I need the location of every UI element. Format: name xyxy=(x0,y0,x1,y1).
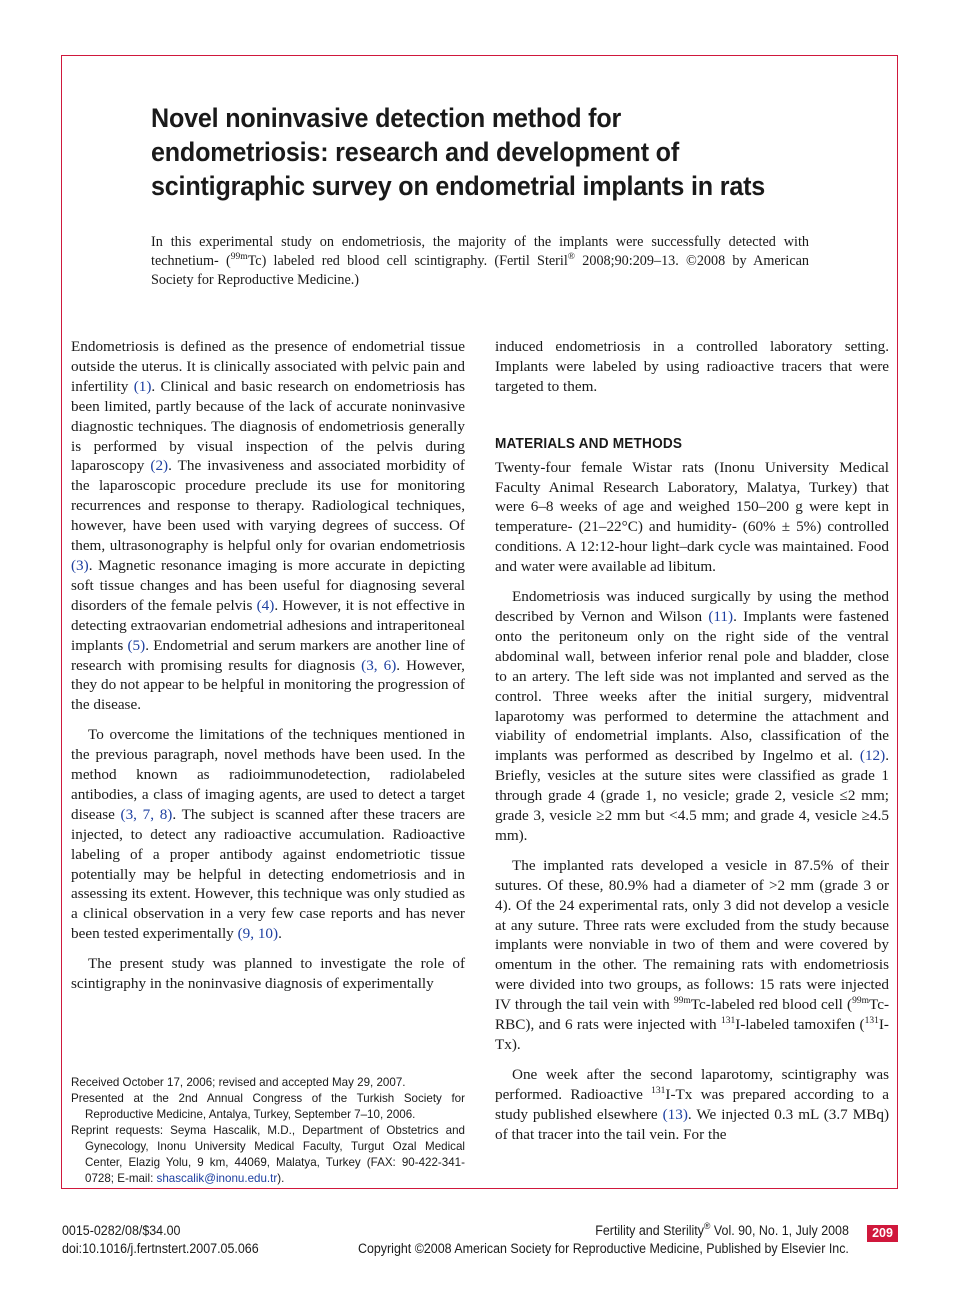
text: . Clinical and basic research on endometriosis has been limited, partly because of the lack of accurate noninvasive diagnostic techniques. The diagnosis of endometriosis generally is performed by visual inspection of the pelvis during laparoscopy xyxy=(71,377,465,475)
superscript: 131 xyxy=(651,1085,666,1096)
paragraph xyxy=(71,725,465,944)
journal-issue: Vol. 90, No. 1, July 2008 xyxy=(710,1223,849,1238)
citation-link[interactable]: (3, 6) xyxy=(361,656,397,674)
left-column xyxy=(71,337,465,994)
text: . Endometrial and serum markers are another line of research with promising results for diagnosis xyxy=(71,636,465,674)
superscript: 131 xyxy=(720,1016,736,1027)
citation-link[interactable]: (3) xyxy=(71,556,89,574)
abstract-text: 2008;90:209–13. ©2008 by American Society for Reproductive Medicine.) xyxy=(151,253,810,288)
citation-link[interactable]: (13) xyxy=(662,1105,688,1123)
text: . xyxy=(278,925,282,943)
citation-link[interactable]: (1) xyxy=(133,377,152,395)
abstract-text: Tc) labeled red blood cell scintigraphy. (Fertil Steril xyxy=(247,253,568,269)
footnote-received: Received October 17, 2006; revised and accepted May 29, 2007. xyxy=(71,1076,406,1089)
footnote-presented: Presented at the 2nd Annual Congress of the Turkish Society for Reproductive Medicine, Antalya, Turkey, September 7–10, 2006. xyxy=(71,1092,465,1121)
footnotes xyxy=(71,1075,465,1187)
paragraph xyxy=(71,337,465,715)
paragraph xyxy=(495,1065,889,1145)
superscript: 99m xyxy=(852,996,869,1007)
doi: doi:10.1016/j.fertnstert.2007.05.066 xyxy=(62,1241,259,1256)
text: . Briefly, vesicles at the suture sites were classified as grade 1 through grade 4 (grade 1, no vesicle; grade 2, vesicle ≤2 mm; grade 3, vesicle ≥2 mm but <4.5 mm; and grade 4, vesicle ≥4.5 mm). xyxy=(495,747,889,844)
text: Endometriosis was induced surgically by using the method described by Vernon and Wilson xyxy=(495,588,889,625)
copyright: Copyright ©2008 American Society for Reproductive Medicine, Published by Elsevier Inc. xyxy=(358,1241,849,1256)
title-line: endometriosis: research and development of xyxy=(151,137,680,167)
footer-journal xyxy=(358,1222,849,1258)
text: . However, it is not effective in detecting extraovarian endometrial adhesions and intraperitoneal implants xyxy=(71,596,465,654)
paragraph: The present study was planned to investigate the role of scintigraphy in the noninvasive diagnosis of experimentally xyxy=(71,955,465,993)
text: . However, they do not appear to be helpful in monitoring the progression of the disease. xyxy=(71,656,465,714)
text: One week after the second laparotomy, scintigraphy was performed. Radioactive xyxy=(495,1065,889,1103)
citation-link[interactable]: (5) xyxy=(127,636,146,654)
text: I-Tx). xyxy=(495,1016,889,1053)
citation-link[interactable]: (11) xyxy=(708,607,734,625)
paragraph: Twenty-four female Wistar rats (Inonu University Medical Faculty Animal Research Laboratory, Malatya, Turkey) that were 6–8 weeks of age and weighed 150–200 g were kept in temperature- (21–22°C) and humidity- (60% ± 5%) controlled conditions. A 12:12-hour light–dark cycle was maintained. Food and water were available ad libitum. xyxy=(495,458,889,576)
text: . The invasiveness and associated morbidity of the laparoscopic procedure preclude its use for monitoring recurrences and response to therapy. Radiological techniques, however, have been used with varying degrees of success. Of them, ultrasonography is helpful only for ovarian endometriosis xyxy=(71,457,465,555)
registered-mark: ® xyxy=(567,252,576,262)
section-heading: MATERIALS AND METHODS xyxy=(495,435,683,452)
text: Reprint requests: Seyma Hascalik, M.D., Department of Obstetrics and Gynecology, Inonu University Medical Faculty, Turgut Ozal Medical Center, Elazig Yolu, 9 km, 44069, Malatya, Turkey (FAX: 90-422-341-0728; E-mail: xyxy=(71,1124,465,1185)
text: I-labeled tamoxifen ( xyxy=(735,1016,865,1034)
text: Endometriosis is defined as the presence of endometrial tissue outside the uterus. It is clinically associated with pelvic pain and infertility xyxy=(71,338,465,395)
citation-link[interactable]: (3, 7, 8) xyxy=(120,805,173,823)
journal-name: Fertility and Sterility xyxy=(595,1223,705,1238)
text: The implanted rats developed a vesicle in 87.5% of their sutures. Of these, 80.9% had a diameter of >2 mm (grade 3 or 4). Of the 24 experimental rats, only 3 did not develop a vesicle at any suture. Three rats were excluded from the study because implants were nonviable in two of them and were covered by omentum in the other. The remaining rats with endometriosis were divided into two groups, as follows: 15 rats were injected IV through the tail vein with xyxy=(495,856,889,1014)
superscript: 131 xyxy=(864,1016,879,1027)
right-column xyxy=(495,337,889,1145)
text: I-Tx was prepared according to a study published elsewhere xyxy=(495,1085,889,1123)
text: Tc-RBC), and 6 rats were injected with xyxy=(495,996,889,1034)
abstract-text: In this experimental study on endometriosis, the majority of the implants were successfully detected with technetium- ( xyxy=(151,234,809,269)
abstract xyxy=(151,233,809,290)
citation-link[interactable]: (2) xyxy=(150,457,169,475)
article-title xyxy=(151,101,802,203)
title-line: Novel noninvasive detection method for xyxy=(151,103,622,133)
citation-link[interactable]: (9, 10) xyxy=(237,925,279,943)
superscript: 99m xyxy=(230,252,248,262)
paragraph xyxy=(495,587,889,846)
footer-identifiers xyxy=(62,1222,259,1258)
text: . The subject is scanned after these tracers are injected, to detect any radioactive accumulation. Radioactive labeling of a proper antibody against endometriotic tissue potentially may be helpful in detecting endometriosis and in assessing its extent. However, this technique was only studied as a clinical observation in a very few case reports and has never been tested experimentally xyxy=(71,805,465,943)
text: . Implants were fastened onto the peritoneum only on the right side of the ventral abdominal wall, between inferior renal pole and bladder, close to an artery. The left side was not implanted and served as the control. Three weeks after the initial surgery, midventral laparotomy was performed to determine the attachment and viability of endometrial implants. Also, classification of the implants was performed as described by Ingelmo et al. xyxy=(495,607,889,765)
text: . Magnetic resonance imaging is more accurate in depicting soft tissue changes and has been useful for diagnosing several disorders of the female pelvis xyxy=(71,556,465,614)
title-line: scintigraphic survey on endometrial implants in rats xyxy=(151,171,766,201)
page-number: 209 xyxy=(867,1225,898,1242)
superscript: 99m xyxy=(673,996,691,1007)
issn: 0015-0282/08/$34.00 xyxy=(62,1223,181,1238)
text: ). xyxy=(277,1172,285,1185)
text: . We injected 0.3 mL (3.7 MBq) of that tracer into the tail vein. For the xyxy=(495,1105,889,1143)
footnote-reprint xyxy=(71,1123,465,1187)
text: To overcome the limitations of the techniques mentioned in the previous paragraph, novel methods have been used. In the method known as radioimmunodetection, radiolabeled antibodies, a class of imaging agents, are used to detect a target disease xyxy=(71,726,465,823)
email-link[interactable]: shascalik@inonu.edu.tr xyxy=(156,1172,278,1185)
journal-citation xyxy=(358,1222,849,1240)
citation-link[interactable]: (4) xyxy=(256,596,275,614)
registered-mark: ® xyxy=(704,1221,711,1232)
paragraph: induced endometriosis in a controlled laboratory setting. Implants were labeled by using radioactive tracers that were targeted to them. xyxy=(495,338,889,395)
text: Tc-labeled red blood cell ( xyxy=(690,996,853,1014)
citation-link[interactable]: (12) xyxy=(859,747,886,765)
paragraph xyxy=(495,856,889,1055)
